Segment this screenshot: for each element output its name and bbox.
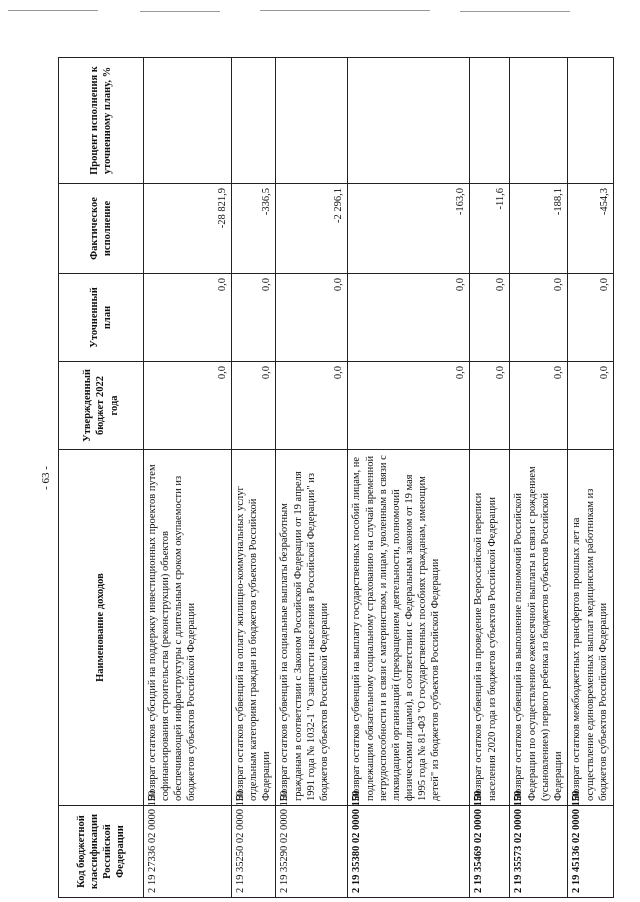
row-code: 2 19 27336 02 0000 150	[144, 806, 232, 898]
table-row	[348, 58, 470, 898]
row-approved: 0,0	[510, 362, 568, 450]
table-row	[144, 58, 232, 898]
table-row	[568, 58, 614, 898]
scan-artifact-line	[140, 11, 220, 12]
row-actual: -2 296,1	[276, 184, 348, 274]
rotated-page	[40, 58, 638, 898]
row-code: 2 19 45136 02 0000 150	[568, 806, 614, 898]
scan-artifact-line	[460, 11, 570, 12]
table-row	[470, 58, 510, 898]
table-body	[144, 58, 614, 898]
row-percent	[470, 58, 510, 184]
page-number: - 63 -	[40, 466, 52, 490]
row-percent	[510, 58, 568, 184]
row-approved: 0,0	[470, 362, 510, 450]
header-code: Код бюджетной классификации Российской Федерации	[59, 806, 144, 898]
row-actual: -336,5	[232, 184, 276, 274]
table-row	[276, 58, 348, 898]
row-revised: 0,0	[568, 274, 614, 362]
row-code: 2 19 35380 02 0000 150	[348, 806, 470, 898]
header-name: Наименование доходов	[59, 450, 144, 806]
row-revised: 0,0	[232, 274, 276, 362]
row-code: 2 19 35290 02 0000 150	[276, 806, 348, 898]
scan-artifact-line	[8, 10, 98, 11]
row-name: Возврат остатков субвенций на социальные выплаты безработным гражданам в соответствии с Законом Российской Федерации от 19 апреля 1991 года № 1032-1 "О занятости населения в Российской Федерации" из бюджетов субъектов Российской Федерации	[276, 450, 348, 806]
table-row	[232, 58, 276, 898]
row-approved: 0,0	[232, 362, 276, 450]
header-approved: Утвержденный бюджет 2022 года	[59, 362, 144, 450]
header-revised: Уточненный план	[59, 274, 144, 362]
row-percent	[144, 58, 232, 184]
row-approved: 0,0	[144, 362, 232, 450]
row-revised: 0,0	[510, 274, 568, 362]
row-actual: -188,1	[510, 184, 568, 274]
row-code: 2 19 35469 02 0000 150	[470, 806, 510, 898]
row-code: 2 19 35573 02 0000 150	[510, 806, 568, 898]
table-header-row	[59, 58, 144, 898]
header-percent: Процент исполнения к уточненному плану, %	[59, 58, 144, 184]
row-revised: 0,0	[348, 274, 470, 362]
row-actual: -454,3	[568, 184, 614, 274]
row-actual: -28 821,9	[144, 184, 232, 274]
header-actual: Фактическое исполнение	[59, 184, 144, 274]
row-revised: 0,0	[470, 274, 510, 362]
table-row	[510, 58, 568, 898]
scan-artifact-line	[260, 10, 430, 11]
row-approved: 0,0	[348, 362, 470, 450]
row-name: Возврат остатков субвенций на выполнение полномочий Российской Федерации по осуществлению ежемесячной выплаты в связи с рождением (усыновлением) первого ребенка из бюджетов субъектов Российской Федерации	[510, 450, 568, 806]
row-revised: 0,0	[276, 274, 348, 362]
row-code: 2 19 35250 02 0000 150	[232, 806, 276, 898]
revenue-table	[58, 57, 614, 898]
row-actual: -11,6	[470, 184, 510, 274]
row-revised: 0,0	[144, 274, 232, 362]
row-name: Возврат остатков межбюджетных трансфертов прошлых лет на осуществление единовременных выплат медицинским работникам из бюджетов субъектов Российской Федерации	[568, 450, 614, 806]
row-approved: 0,0	[276, 362, 348, 450]
row-name: Возврат остатков субвенций на проведение Всероссийской переписи населения 2020 года из бюджетов субъектов Российской Федерации	[470, 450, 510, 806]
row-name: Возврат остатков субсидий на поддержку инвестиционных проектов путем софинансирования строительства (реконструкции) объектов обеспечивающей инфраструктуры с длительным сроком окупаемости из бюджетов субъектов Российской Федерации	[144, 450, 232, 806]
row-approved: 0,0	[568, 362, 614, 450]
row-percent	[232, 58, 276, 184]
row-name: Возврат остатков субвенций на выплату государственных пособий лицам, не подлежащим обязательному социальному страхованию на случай временной нетрудоспособности и в связи с материнством, и лицам, уволенным в связи с ликвидацией организаций (прекращением деятельности, полномочий физическими лицами), в соответствии с Федеральным законом от 19 мая 1995 года № 81-ФЗ "О государственных пособиях гражданам, имеющим детей" из бюджетов субъектов Российской Федерации	[348, 450, 470, 806]
row-name: Возврат остатков субвенций на оплату жилищно-коммунальных услуг отдельным категориям граждан из бюджетов субъектов Российской Федерации	[232, 450, 276, 806]
row-percent	[276, 58, 348, 184]
row-percent	[348, 58, 470, 184]
row-actual: -163,0	[348, 184, 470, 274]
row-percent	[568, 58, 614, 184]
